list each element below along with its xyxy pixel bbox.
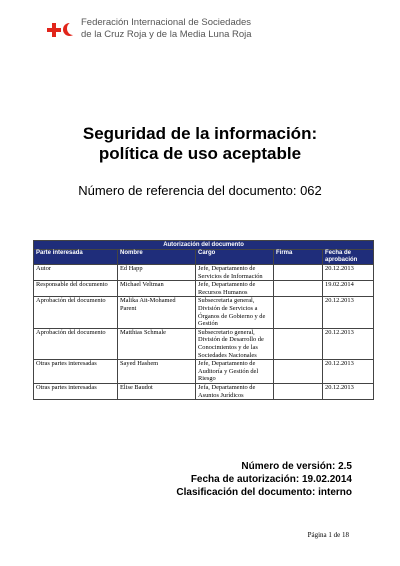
cell-stakeholder: Otras partes interesadas [34,360,118,384]
table-row [34,360,374,384]
cell-stakeholder: Aprobación del documento [34,328,118,359]
cell-name: Ed Happ [118,265,196,281]
reference-number: Número de referencia del documento: 062 [78,183,322,198]
cell-stakeholder: Otras partes interesadas [34,383,118,399]
cell-stakeholder: Aprobación del documento [34,297,118,328]
table-row [34,281,374,297]
table-row [34,265,374,281]
header-approval-date: Fecha de aprobación [323,250,374,265]
version-number: Número de versión: 2.5 [241,461,352,472]
cell-position: Subsecretaria general, División de Servicios a Órganos de Gobierno y de Gestión [196,297,274,328]
cell-date: 19.02.2014 [323,281,374,297]
cell-name: Malika Ait-Mohamed Parent [118,297,196,328]
header-stakeholder: Parte interesada [34,250,118,265]
cell-name: Elise Baudot [118,383,196,399]
red-cross-logo-icon [47,23,61,37]
cell-position: Jefe, Departamento de Servicios de Información [196,265,274,281]
table-row [34,297,374,328]
cell-signature [274,265,323,281]
header-name: Nombre [118,250,196,265]
red-crescent-logo-icon [63,23,76,37]
cell-date: 20.12.2013 [323,360,374,384]
cell-date: 20.12.2013 [323,265,374,281]
cell-signature [274,360,323,384]
cell-date: 20.12.2013 [323,328,374,359]
table-row [34,328,374,359]
cell-name: Matthias Schmale [118,328,196,359]
org-line-1: Federación Internacional de Sociedades [81,17,252,28]
header-position: Cargo [196,250,274,265]
authorization-date: Fecha de autorización: 19.02.2014 [190,474,352,485]
table-row [34,383,374,399]
cell-signature [274,297,323,328]
cell-date: 20.12.2013 [323,297,374,328]
organization-name [81,17,252,40]
page-number: Página 1 de 18 [307,531,349,539]
authorization-table [33,240,374,400]
cell-stakeholder: Responsable del documento [34,281,118,297]
document-header [47,17,252,40]
emblem-logos [47,23,76,37]
cell-position: Jefa, Departamento de Asuntos Jurídicos [196,383,274,399]
title-line-1: Seguridad de la información: [82,124,318,143]
cell-stakeholder: Autor [34,265,118,281]
title-line-2: política de uso aceptable [98,144,302,163]
table-header-row [34,250,374,265]
document-classification: Clasificación del documento: interno [176,487,352,498]
cell-position: Subsecretario general, División de Desarrollo de Conocimientos y de las Sociedades Nacionales [196,328,274,359]
cell-name: Sayed Hashem [118,360,196,384]
cell-signature [274,328,323,359]
table-caption: Autorización del documento [34,241,374,250]
org-line-2: de la Cruz Roja y de la Media Luna Roja [81,28,252,40]
cell-signature [274,281,323,297]
cell-signature [274,383,323,399]
document-metadata [176,460,352,499]
cell-position: Jefe, Departamento de Auditoría y Gestión del Riesgo [196,360,274,384]
cell-position: Jefe, Departamento de Recursos Humanos [196,281,274,297]
cell-name: Michael Veltman [118,281,196,297]
header-signature: Firma [274,250,323,265]
cell-date: 20.12.2013 [323,383,374,399]
document-title [0,124,400,164]
